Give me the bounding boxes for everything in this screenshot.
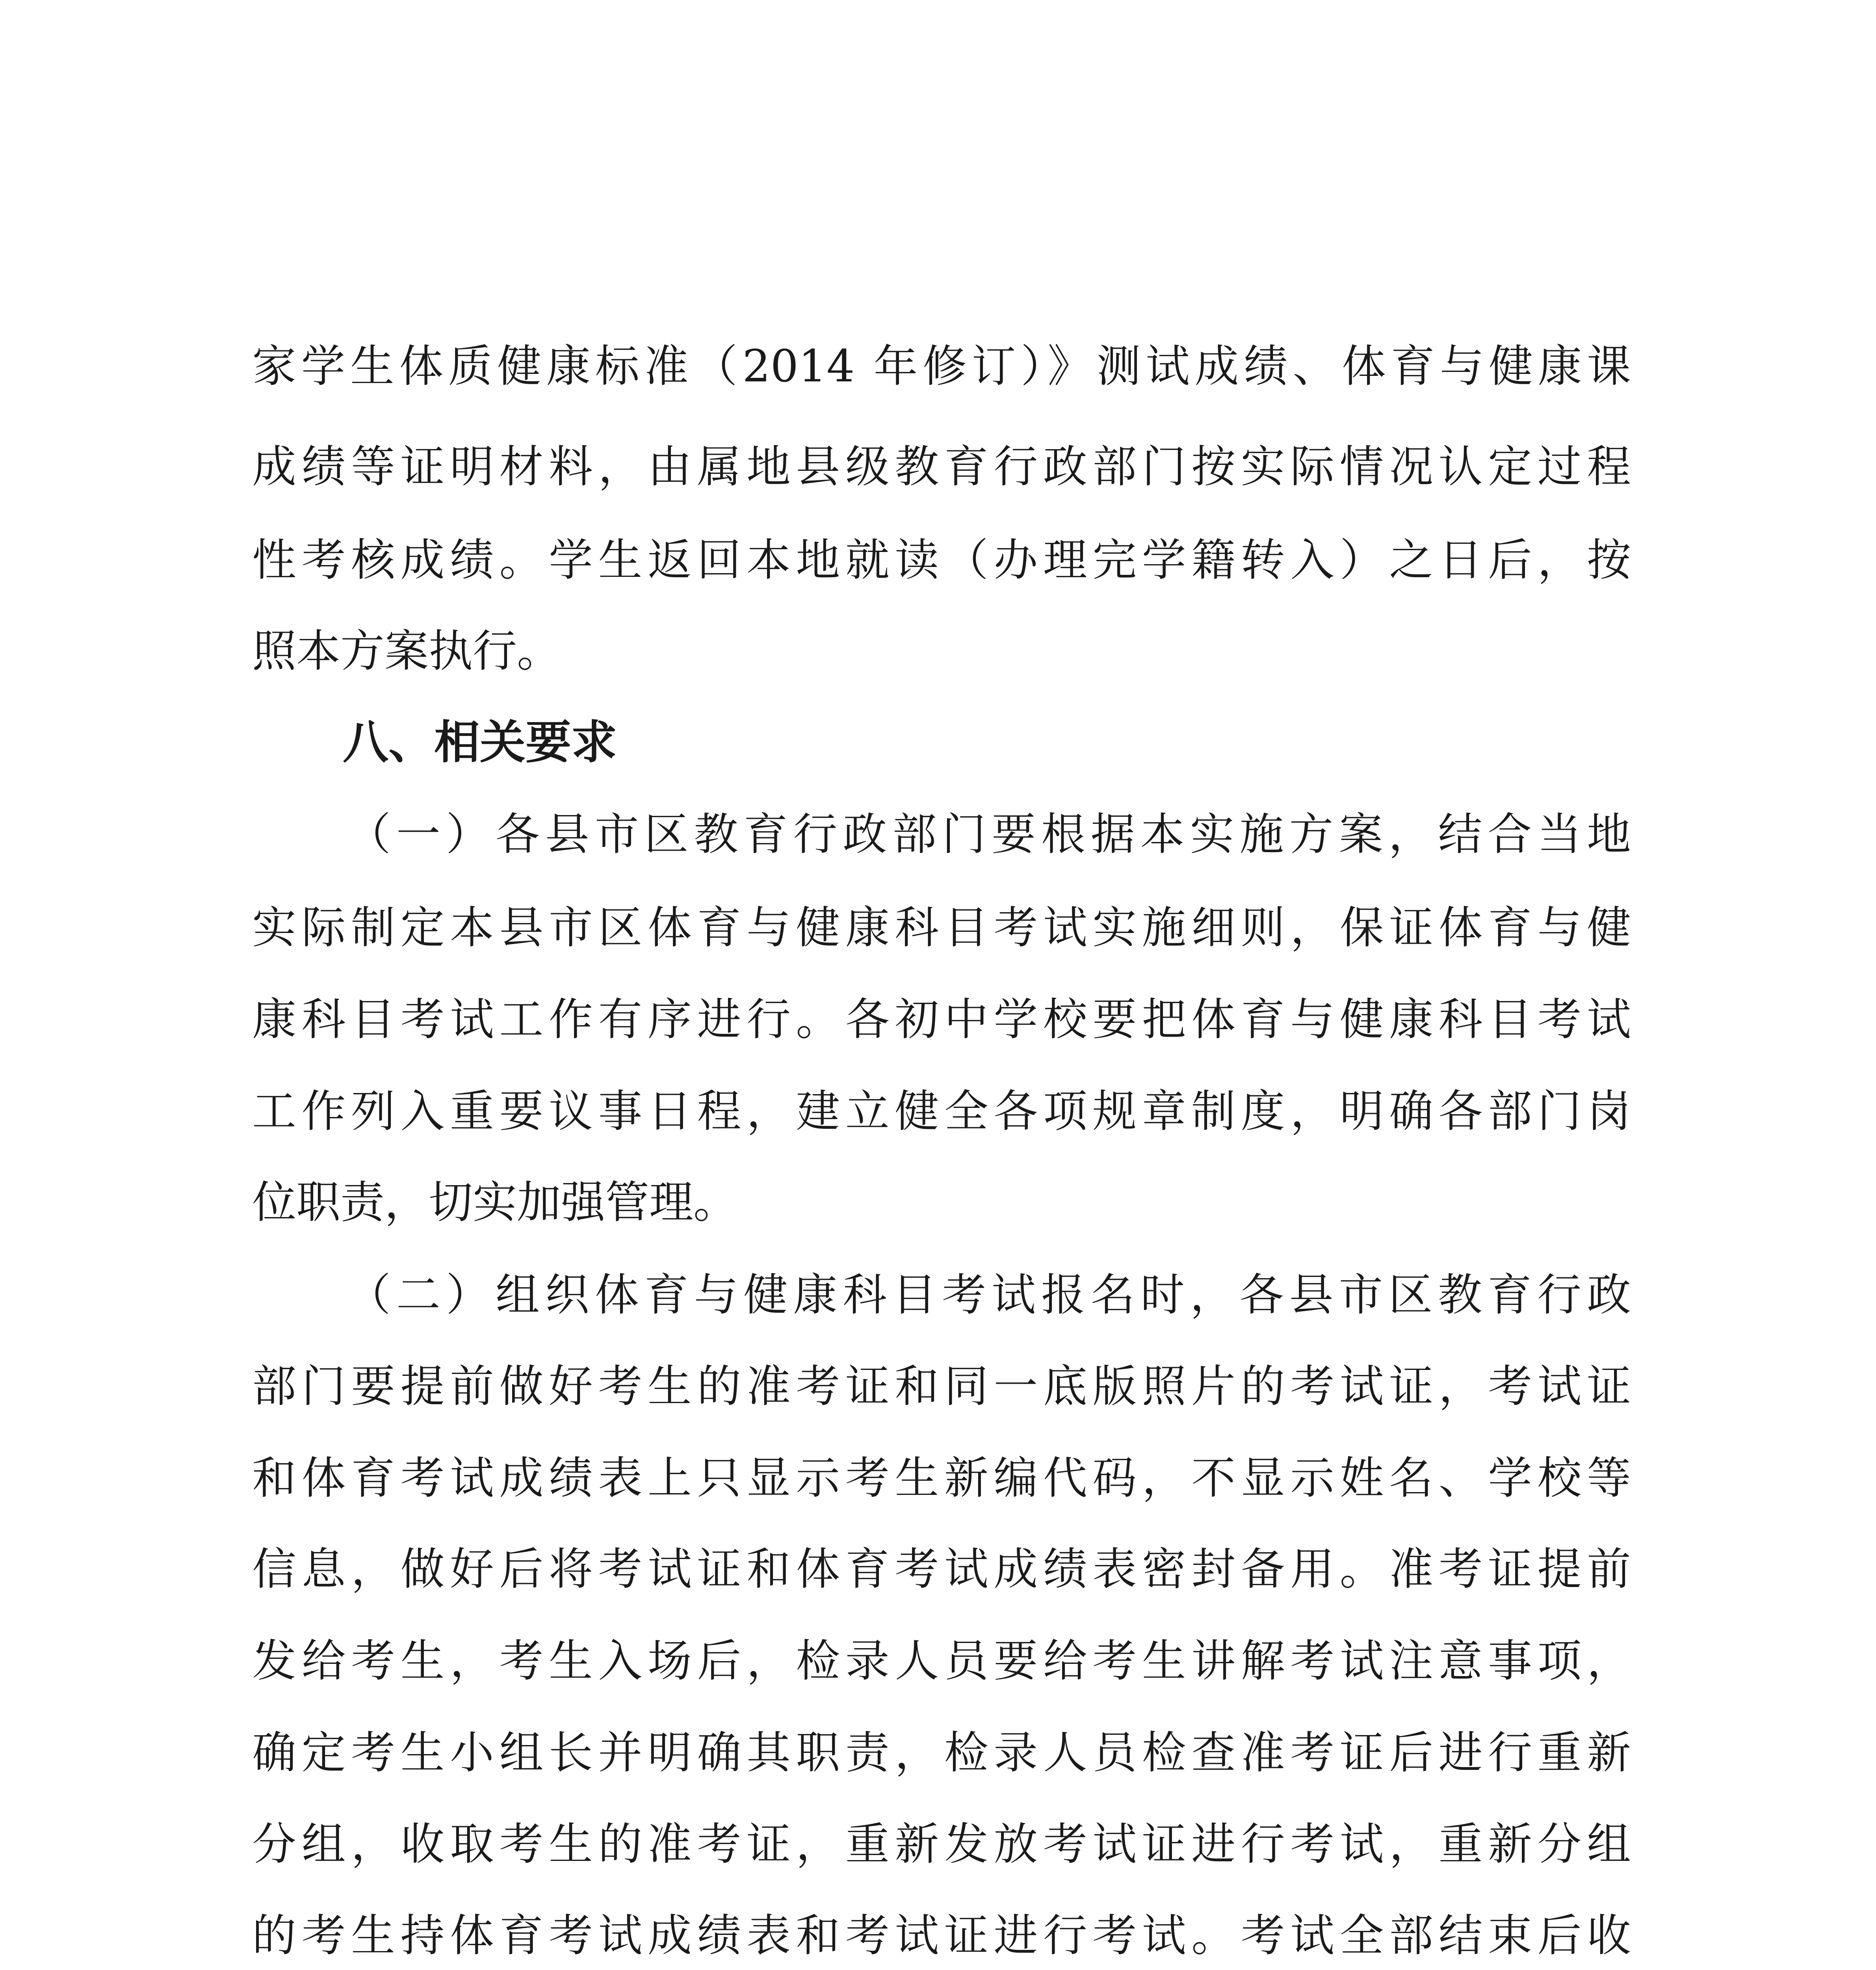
paragraph-line: 位职责，切实加强管理。 [252,1177,737,1228]
paragraph-line: 确定考生小组长并明确其职责，检录人员检查准考证后进行重新 [252,1727,1631,1779]
paragraph-line: 的考生持体育考试成绩表和考试证进行考试。考试全部结束后收 [252,1910,1631,1961]
paragraph-line: 信息，做好后将考试证和体育考试成绩表密封备用。准考证提前 [252,1544,1631,1595]
paragraph-line: 性考核成绩。学生返回本地就读（办理完学籍转入）之日后，按 [252,535,1631,586]
paragraph-line: （一）各县市区教育行政部门要根据本实施方案，结合当地 [347,809,1631,860]
paragraph-line: 家学生体质健康标准（2014 年修订）》测试成绩、体育与健康课 [252,341,1631,392]
paragraph-line: 成绩等证明材料，由属地县级教育行政部门按实际情况认定过程 [252,441,1631,492]
paragraph-line: 康科目考试工作有序进行。各初中学校要把体育与健康科目考试 [252,994,1631,1045]
paragraph-line: 部门要提前做好考生的准考证和同一底版照片的考试证，考试证 [252,1361,1631,1412]
paragraph-line: 分组，收取考生的准考证，重新发放考试证进行考试，重新分组 [252,1819,1631,1870]
paragraph-line: 照本方案执行。 [252,626,561,677]
paragraph-line: 实际制定本县市区体育与健康科目考试实施细则，保证体育与健 [252,902,1631,953]
paragraph-line: 工作列入重要议事日程，建立健全各项规章制度，明确各部门岗 [252,1086,1631,1137]
paragraph-line: （二）组织体育与健康科目考试报名时，各县市区教育行政 [347,1269,1631,1321]
paragraph-line: 发给考生，考生入场后，检录人员要给考生讲解考试注意事项， [252,1635,1631,1687]
paragraph-line: 和体育考试成绩表上只显示考生新编代码，不显示姓名、学校等 [252,1453,1631,1504]
section-heading: 八、相关要求 [343,716,617,769]
